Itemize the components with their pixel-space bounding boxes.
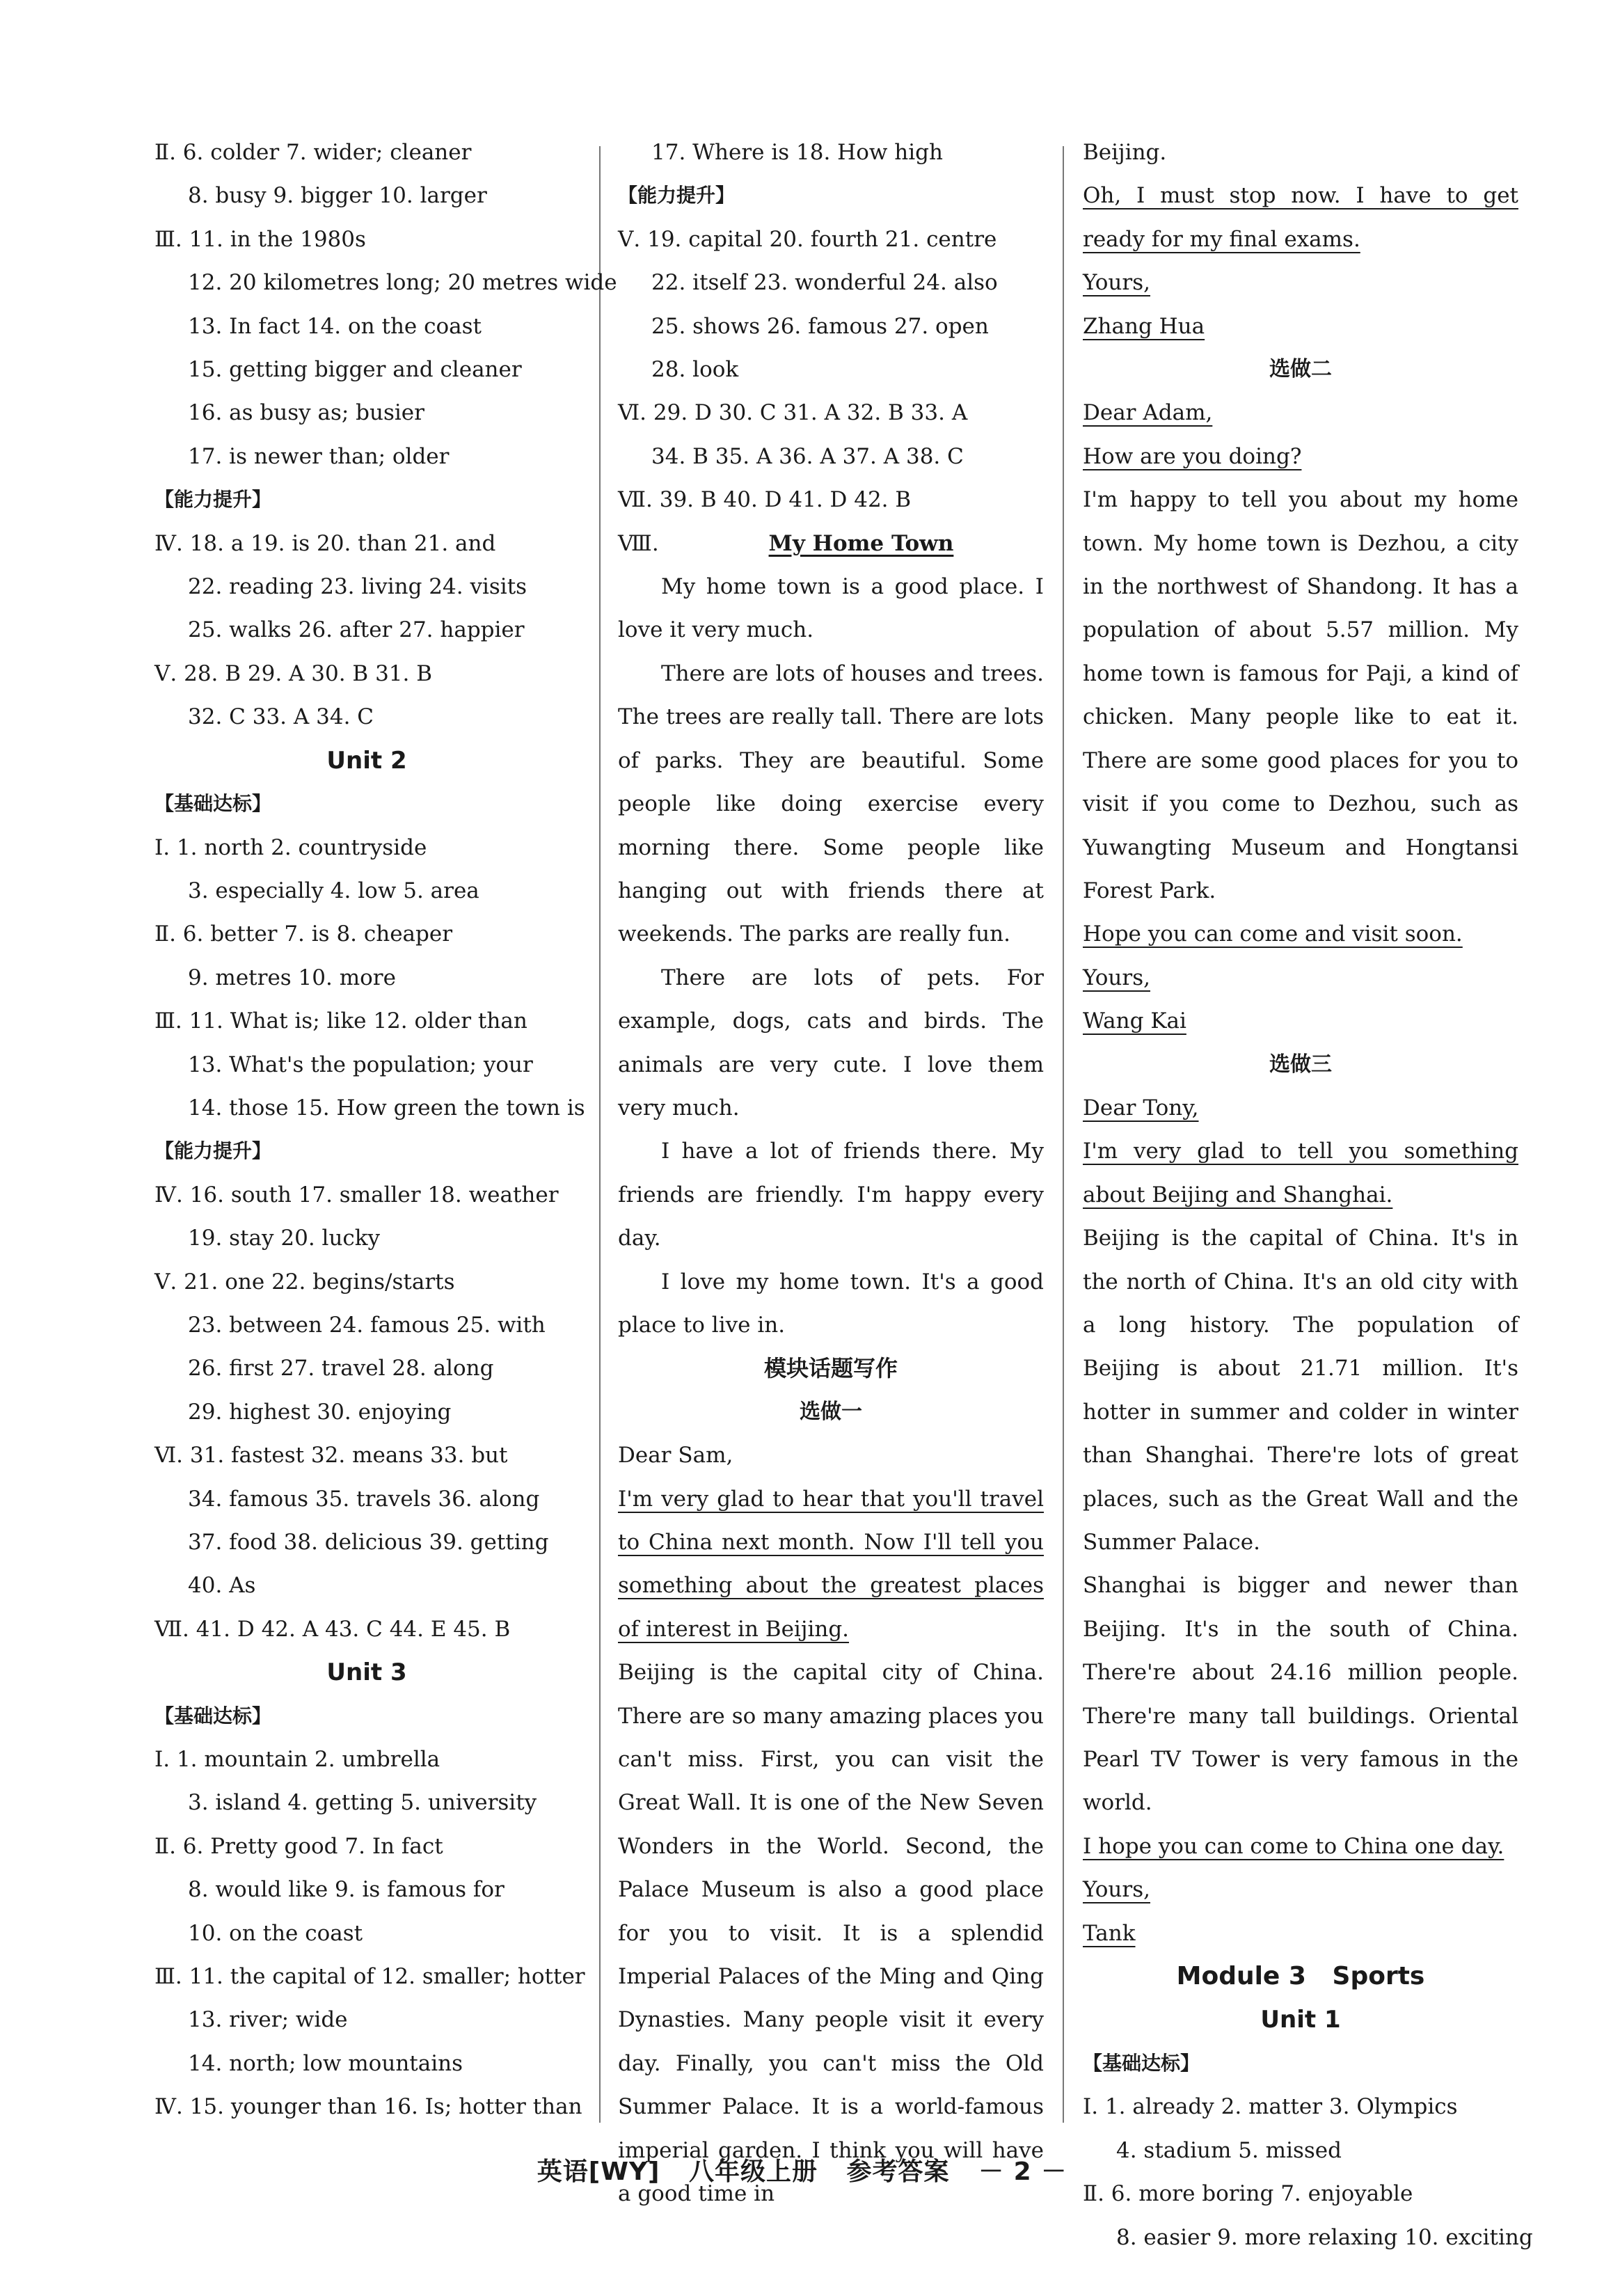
answer-line: Ⅳ. 16. south 17. smaller 18. weather (154, 1182, 559, 1208)
answer-line: 22. reading 23. living 24. visits (188, 574, 527, 600)
page-number: － 2 － (978, 2158, 1067, 2186)
answer-line: 17. Where is 18. How high (651, 140, 943, 165)
answer-line: Ⅵ. 31. fastest 32. means 33. but (154, 1443, 508, 1468)
answer-line: 13. river; wide (188, 2007, 348, 2033)
answer-line: 28. look (651, 357, 739, 383)
answer-line: 9. metres 10. more (188, 965, 396, 990)
footer-grade: 八年级上册 (688, 2158, 818, 2186)
letter-greeting: Dear Sam, (618, 1443, 733, 1468)
answer-line: 19. stay 20. lucky (188, 1226, 381, 1251)
answer-line: 25. shows 26. famous 27. open (651, 313, 989, 339)
answer-line: Ⅲ. 11. the capital of 12. smaller; hotter (154, 1964, 585, 1990)
answer-line: 37. food 38. delicious 39. getting (188, 1530, 549, 1555)
choice-title: 选做二 (1269, 357, 1332, 382)
answer-line: Ⅱ. 6. colder 7. wider; cleaner (154, 140, 472, 165)
answer-line: Ⅶ. 41. D 42. A 43. C 44. E 45. B (154, 1616, 511, 1642)
essay-paragraph: I have a lot of friends there. My friends are friendly. I'm happy every day. (618, 1139, 1044, 1251)
letter-signature: Wang Kai (1083, 1008, 1186, 1034)
answer-line: 12. 20 kilometres long; 20 metres wide (188, 270, 617, 296)
column-divider (599, 146, 601, 2123)
answer-line: 34. B 35. A 36. A 37. A 38. C (651, 443, 964, 469)
essay-paragraph: There are lots of houses and trees. The trees are really tall. There are lots of parks. They are beautiful. Some people like doing exercise every morning there. Some people like hanging out with friends there at weekends. The parks are really fun. (618, 660, 1044, 947)
letter-closing: Oh, I must stop now. I have to get ready for my final exams. (1083, 183, 1518, 252)
answer-line: 13. What's the population; your (188, 1052, 533, 1077)
essay-paragraph: I love my home town. It's a good place to live in. (618, 1269, 1044, 1338)
answer-line: Ⅲ. 11. What is; like 12. older than (154, 1008, 527, 1034)
choice-title: 选做一 (800, 1399, 862, 1424)
column-divider (1063, 146, 1064, 2123)
letter-closing: Hope you can come and visit soon. (1083, 921, 1463, 947)
letter-body: Beijing is the capital city of China. There are so many amazing places you can't miss. First, you can visit the Great Wall. It is one of the New Seven Wonders in the World. Second, the Palace Museum is also a good place for you to visit. It is a splendid Imperial Palaces of the Ming and Qing Dynasties. Many people visit it every day. Finally, you can't miss the Old Summer Palace. It is a world-famous imperial garden. I think you will have a good time in (618, 1660, 1044, 2207)
answer-line: 8. busy 9. bigger 10. larger (188, 183, 487, 209)
answer-line: 14. those 15. How green the town is (188, 1095, 585, 1121)
answer-line: 3. especially 4. low 5. area (188, 878, 479, 903)
answer-line: 10. on the coast (188, 1920, 363, 1946)
answer-line: 23. between 24. famous 25. with (188, 1312, 546, 1338)
answer-line: Ⅱ. 6. more boring 7. enjoyable (1083, 2181, 1413, 2207)
letter-signature: Zhang Hua (1083, 313, 1205, 339)
essay-paragraph: My home town is a good place. I love it very much. (618, 574, 1044, 643)
letter-signature: Tank (1083, 1920, 1136, 1946)
answer-column-1 (154, 131, 617, 2129)
section-tag: 【能力提升】 (154, 1139, 272, 1163)
letter-opening: I'm very glad to hear that you'll travel to China next month. Now I'll tell you something about the greatest places of interest in Beijing. (618, 1486, 1044, 1642)
letter-body: Shanghai is bigger and newer than Beijing. It's in the south of China. There're about 24.16 million people. There're many tall buildings. Oriental Pearl TV Tower is very famous in the world. (1083, 1573, 1518, 1816)
answer-line: 14. north; low mountains (188, 2050, 463, 2076)
section-tag: 【基础达标】 (1083, 2051, 1200, 2075)
answer-line: 26. first 27. travel 28. along (188, 1356, 494, 1381)
essay-header (618, 522, 1044, 565)
answer-line: Ⅶ. 39. B 40. D 41. D 42. B (618, 487, 912, 513)
page-footer (0, 2152, 1604, 2187)
letter-greeting: Dear Adam, (1083, 400, 1213, 426)
answer-line: Ⅳ. 15. younger than 16. Is; hotter than (154, 2094, 582, 2120)
section-tag: 【能力提升】 (154, 488, 272, 512)
letter-greeting: Dear Tony, (1083, 1095, 1199, 1121)
answer-column-3 (1083, 131, 1533, 2259)
answer-line: 16. as busy as; busier (188, 400, 424, 426)
module-heading: Module 3 Sports (1176, 1962, 1425, 1991)
answer-line: Ⅱ. 6. better 7. is 8. cheaper (154, 921, 453, 947)
answer-line: Ⅳ. 18. a 19. is 20. than 21. and (154, 530, 496, 556)
answer-line: 8. would like 9. is famous for (188, 1877, 505, 1903)
essay-title: My Home Town (768, 530, 954, 556)
unit-heading: Unit 2 (326, 746, 407, 775)
answer-line: 34. famous 35. travels 36. along (188, 1486, 540, 1512)
answer-column-2 (618, 131, 1044, 2216)
answer-line: 17. is newer than; older (188, 443, 450, 469)
section-tag: 【基础达标】 (154, 1704, 272, 1727)
letter-closing: I hope you can come to China one day. (1083, 1833, 1504, 1859)
essay-paragraph: There are lots of pets. For example, dogs, cats and birds. The animals are very cute. I love them very much. (618, 965, 1044, 1121)
letter-body: Beijing. (1083, 140, 1167, 165)
letter-yours: Yours, (1083, 965, 1150, 990)
answer-line: Ⅰ. 1. already 2. matter 3. Olympics (1083, 2094, 1458, 2120)
answer-line: 25. walks 26. after 27. happier (188, 617, 525, 643)
answer-line: Ⅴ. 19. capital 20. fourth 21. centre (618, 226, 997, 252)
letter-yours: Yours, (1083, 270, 1150, 296)
answer-line: 8. easier 9. more relaxing 10. exciting (1116, 2224, 1533, 2250)
letter-body: Beijing is the capital of China. It's in the north of China. It's an old city with a long history. The population of Beijing is about 21.71 million. It's hotter in summer and colder in winter than Shanghai. There're lots of great places, such as the Great Wall and the Summer Palace. (1083, 1226, 1518, 1555)
footer-subject: 英语[WY] (537, 2158, 660, 2186)
answer-line: 15. getting bigger and cleaner (188, 357, 522, 383)
answer-line: Ⅴ. 21. one 22. begins/starts (154, 1269, 455, 1295)
letter-yours: Yours, (1083, 1877, 1150, 1903)
answer-line: 3. island 4. getting 5. university (188, 1790, 537, 1816)
letter-body: I'm happy to tell you about my home town. My home town is Dezhou, a city in the northwest of Shandong. It has a population of about 5.57 million. My home town is famous for Paji, a kind of chicken. Many people like to eat it. There are some good places for you to visit if you come to Dezhou, such as Yuwangting Museum and Hongtansi Forest Park. (1083, 487, 1518, 903)
answer-line: 29. highest 30. enjoying (188, 1399, 452, 1425)
writing-section-title: 模块话题写作 (763, 1355, 898, 1382)
footer-label: 参考答案 (846, 2158, 950, 2186)
answer-line: 22. itself 23. wonderful 24. also (651, 270, 998, 296)
answer-line: 4. stadium 5. missed (1116, 2137, 1342, 2163)
unit-heading: Unit 1 (1260, 2006, 1341, 2034)
letter-opening: How are you doing? (1083, 443, 1302, 469)
essay-label: Ⅷ. (618, 530, 659, 556)
answer-line: Ⅰ. 1. north 2. countryside (154, 834, 427, 860)
answer-line: Ⅱ. 6. Pretty good 7. In fact (154, 1833, 443, 1859)
section-tag: 【能力提升】 (618, 184, 736, 207)
answer-line: Ⅴ. 28. B 29. A 30. B 31. B (154, 660, 433, 686)
answer-line: 40. As (188, 1573, 256, 1599)
letter-opening: I'm very glad to tell you something about Beijing and Shanghai. (1083, 1139, 1518, 1208)
choice-title: 选做三 (1269, 1052, 1332, 1077)
answer-line: Ⅰ. 1. mountain 2. umbrella (154, 1747, 440, 1773)
answer-line: 32. C 33. A 34. C (188, 704, 374, 730)
answer-line: Ⅵ. 29. D 30. C 31. A 32. B 33. A (618, 400, 968, 426)
section-tag: 【基础达标】 (154, 792, 272, 816)
unit-heading: Unit 3 (326, 1658, 407, 1687)
answer-line: Ⅲ. 11. in the 1980s (154, 226, 366, 252)
answer-line: 13. In fact 14. on the coast (188, 313, 482, 339)
